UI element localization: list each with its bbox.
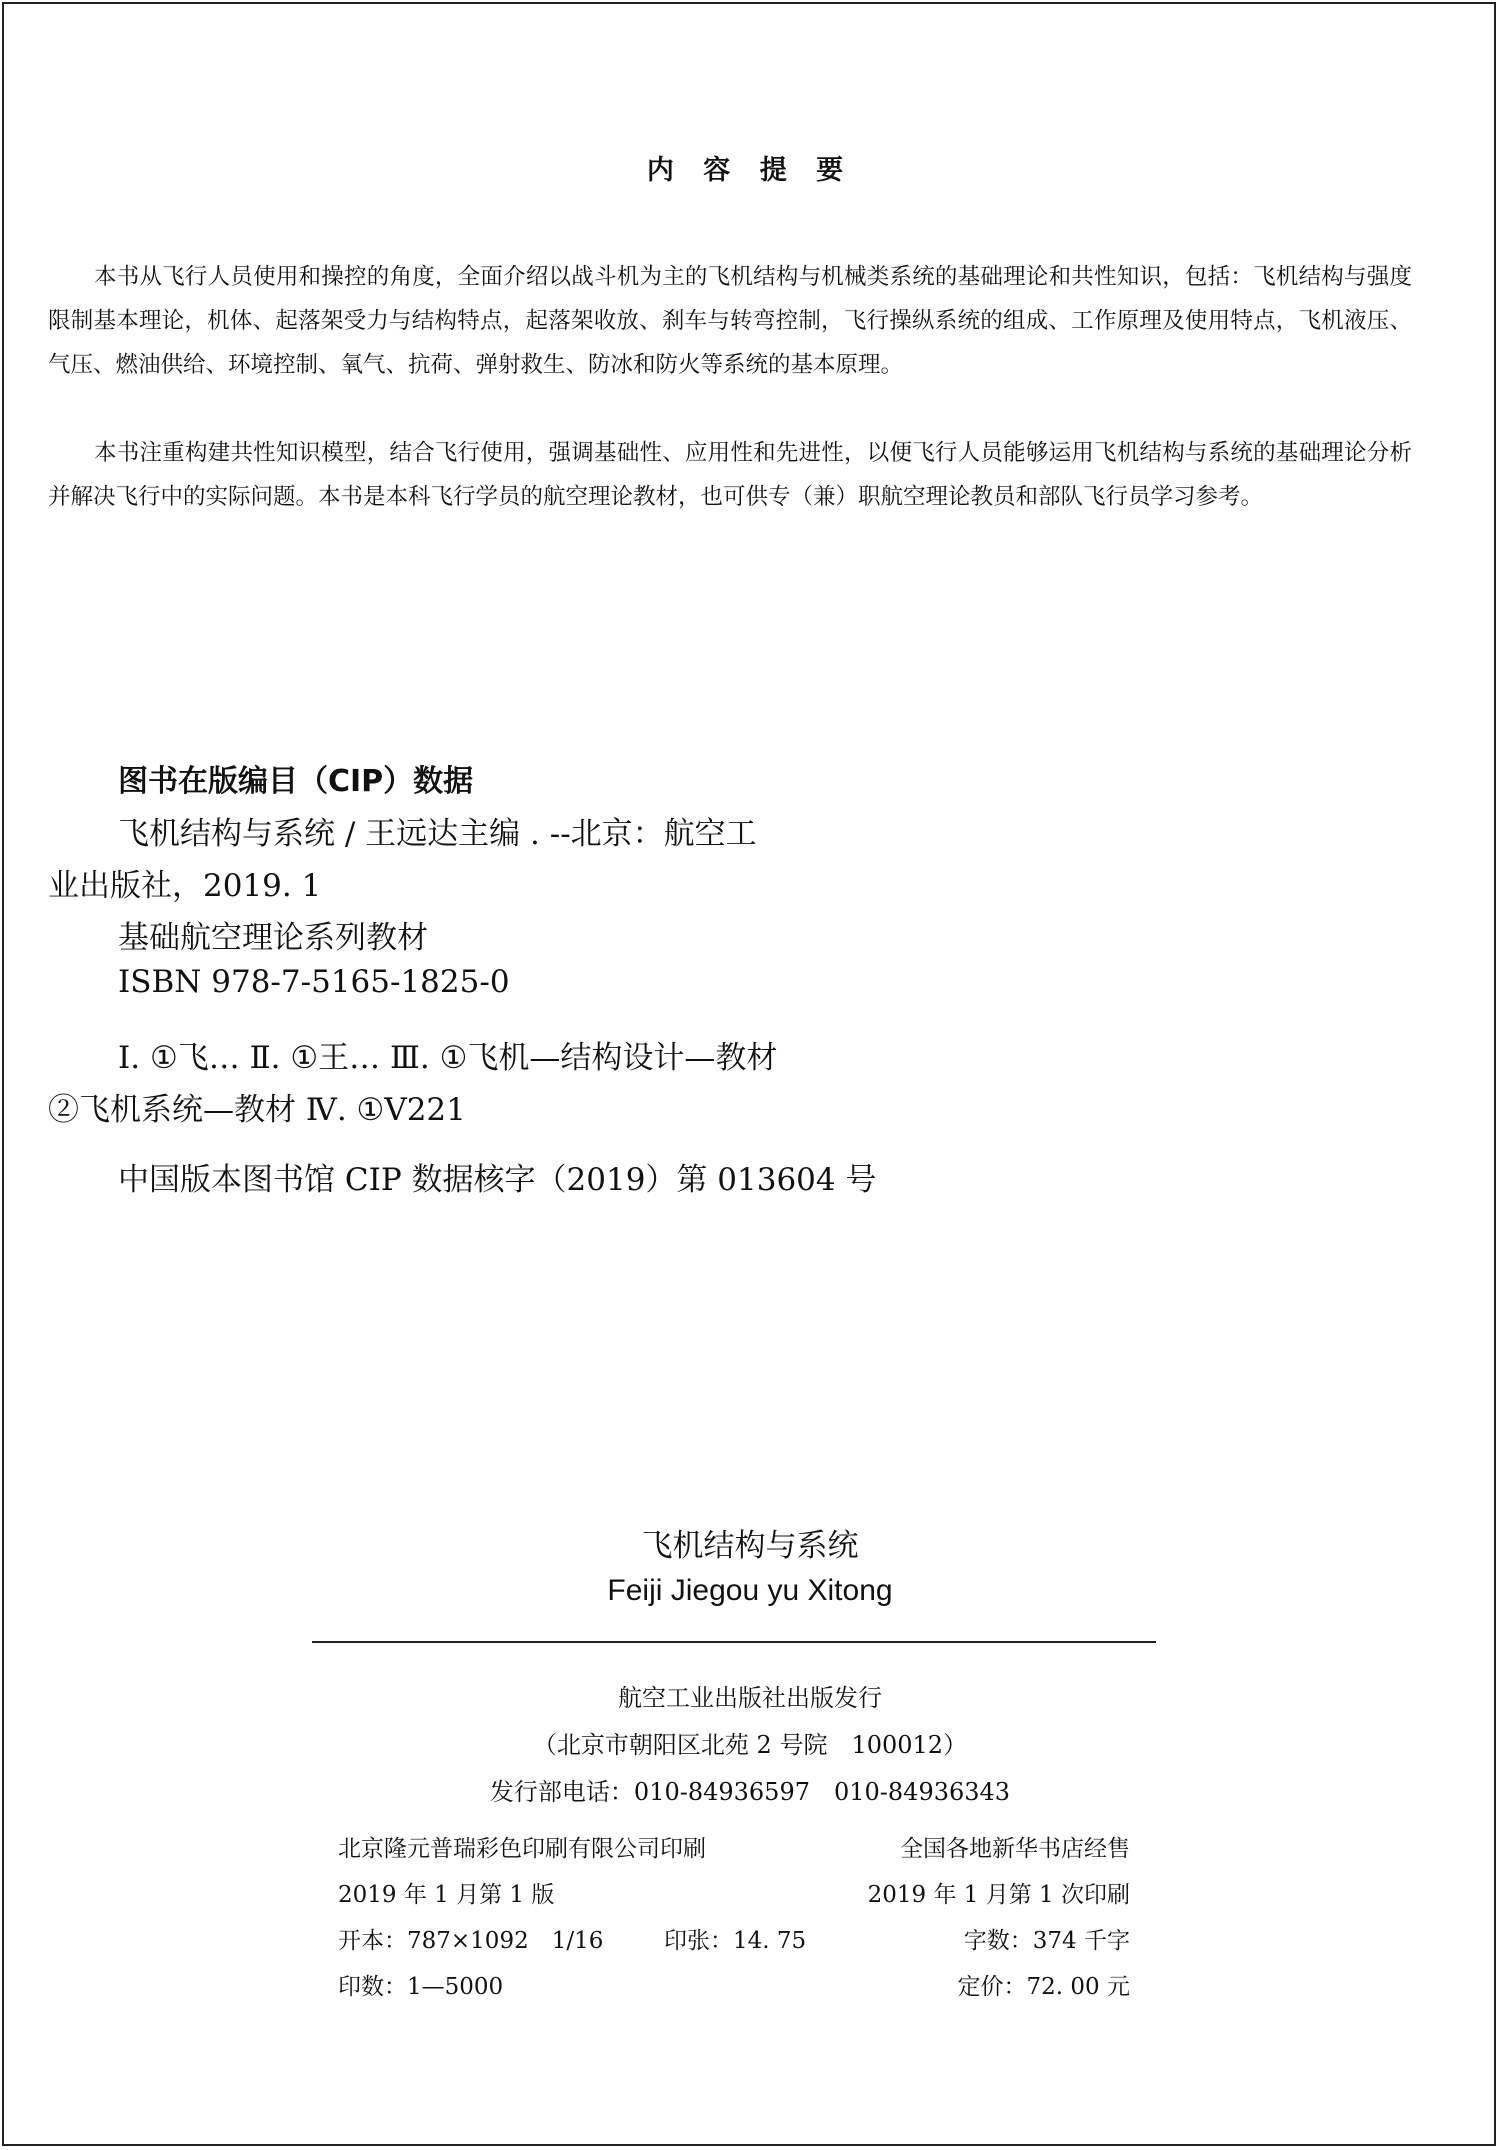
cip-title: 图书在版编目（CIP）数据 bbox=[118, 764, 474, 799]
cip-entry-title-line: 飞机结构与系统 / 王远达主编 . --北京：航空工 bbox=[118, 816, 757, 852]
summary-heading: 内 容 提 要 bbox=[646, 155, 854, 186]
cip-series: 基础航空理论系列教材 bbox=[118, 920, 428, 956]
publisher-name: 航空工业出版社出版发行 bbox=[618, 1684, 882, 1712]
cip-classification-line-2: ②飞机系统—教材 Ⅳ. ①V221 bbox=[48, 1092, 466, 1128]
cip-entry-publisher-line: 业出版社，2019. 1 bbox=[48, 868, 322, 904]
summary-paragraph-1: 本书从飞行人员使用和操控的角度，全面介绍以战斗机为主的飞机结构与机械类系统的基础理论和共性知识，包括：飞机结构与强度限制基本理论，机体、起落架受力与结构特点，起落架收放、刹车与转弯控制，飞行操纵系统的组成、工作原理及使用特点，飞机液压、气压、燃油供给、环境控制、氧气、抗荷、弹射救生、防冰和防火等系统的基本原理。 bbox=[48, 263, 1412, 378]
cip-classification-line-1: Ⅰ. ①飞… Ⅱ. ①王… Ⅲ. ①飞机—结构设计—教材 bbox=[118, 1040, 778, 1076]
print-sheets: 印张：14. 75 bbox=[664, 1928, 807, 1954]
book-title-pinyin: Feiji Jiegou yu Xitong bbox=[607, 1574, 893, 1607]
print-run: 2019 年 1 月第 1 次印刷 bbox=[867, 1882, 1130, 1908]
publisher-phone: 发行部电话：010-84936597 010-84936343 bbox=[489, 1778, 1011, 1806]
summary-paragraph-2: 本书注重构建共性知识模型，结合飞行使用，强调基础性、应用性和先进性，以便飞行人员能够运用飞机结构与系统的基础理论分析并解决飞行中的实际问题。本书是本科飞行学员的航空理论教材，也可供专（兼）职航空理论教员和部队飞行员学习参考。 bbox=[48, 439, 1412, 510]
distributor: 全国各地新华书店经售 bbox=[900, 1836, 1130, 1862]
publisher-address: （北京市朝阳区北苑 2 号院 100012） bbox=[532, 1731, 968, 1759]
format: 开本：787×1092 1/16 bbox=[338, 1928, 604, 1954]
book-title-chinese: 飞机结构与系统 bbox=[641, 1528, 859, 1564]
edition: 2019 年 1 月第 1 版 bbox=[338, 1882, 555, 1908]
cip-record-number: 中国版本图书馆 CIP 数据核字（2019）第 013604 号 bbox=[118, 1162, 877, 1198]
printer-name: 北京隆元普瑞彩色印刷有限公司印刷 bbox=[338, 1836, 706, 1862]
cip-isbn: ISBN 978-7-5165-1825-0 bbox=[118, 964, 510, 1000]
price: 定价：72. 00 元 bbox=[957, 1974, 1130, 2000]
copies: 印数：1—5000 bbox=[338, 1974, 504, 2000]
divider-rule bbox=[312, 1641, 1156, 1643]
word-count: 字数：374 千字 bbox=[963, 1928, 1130, 1954]
